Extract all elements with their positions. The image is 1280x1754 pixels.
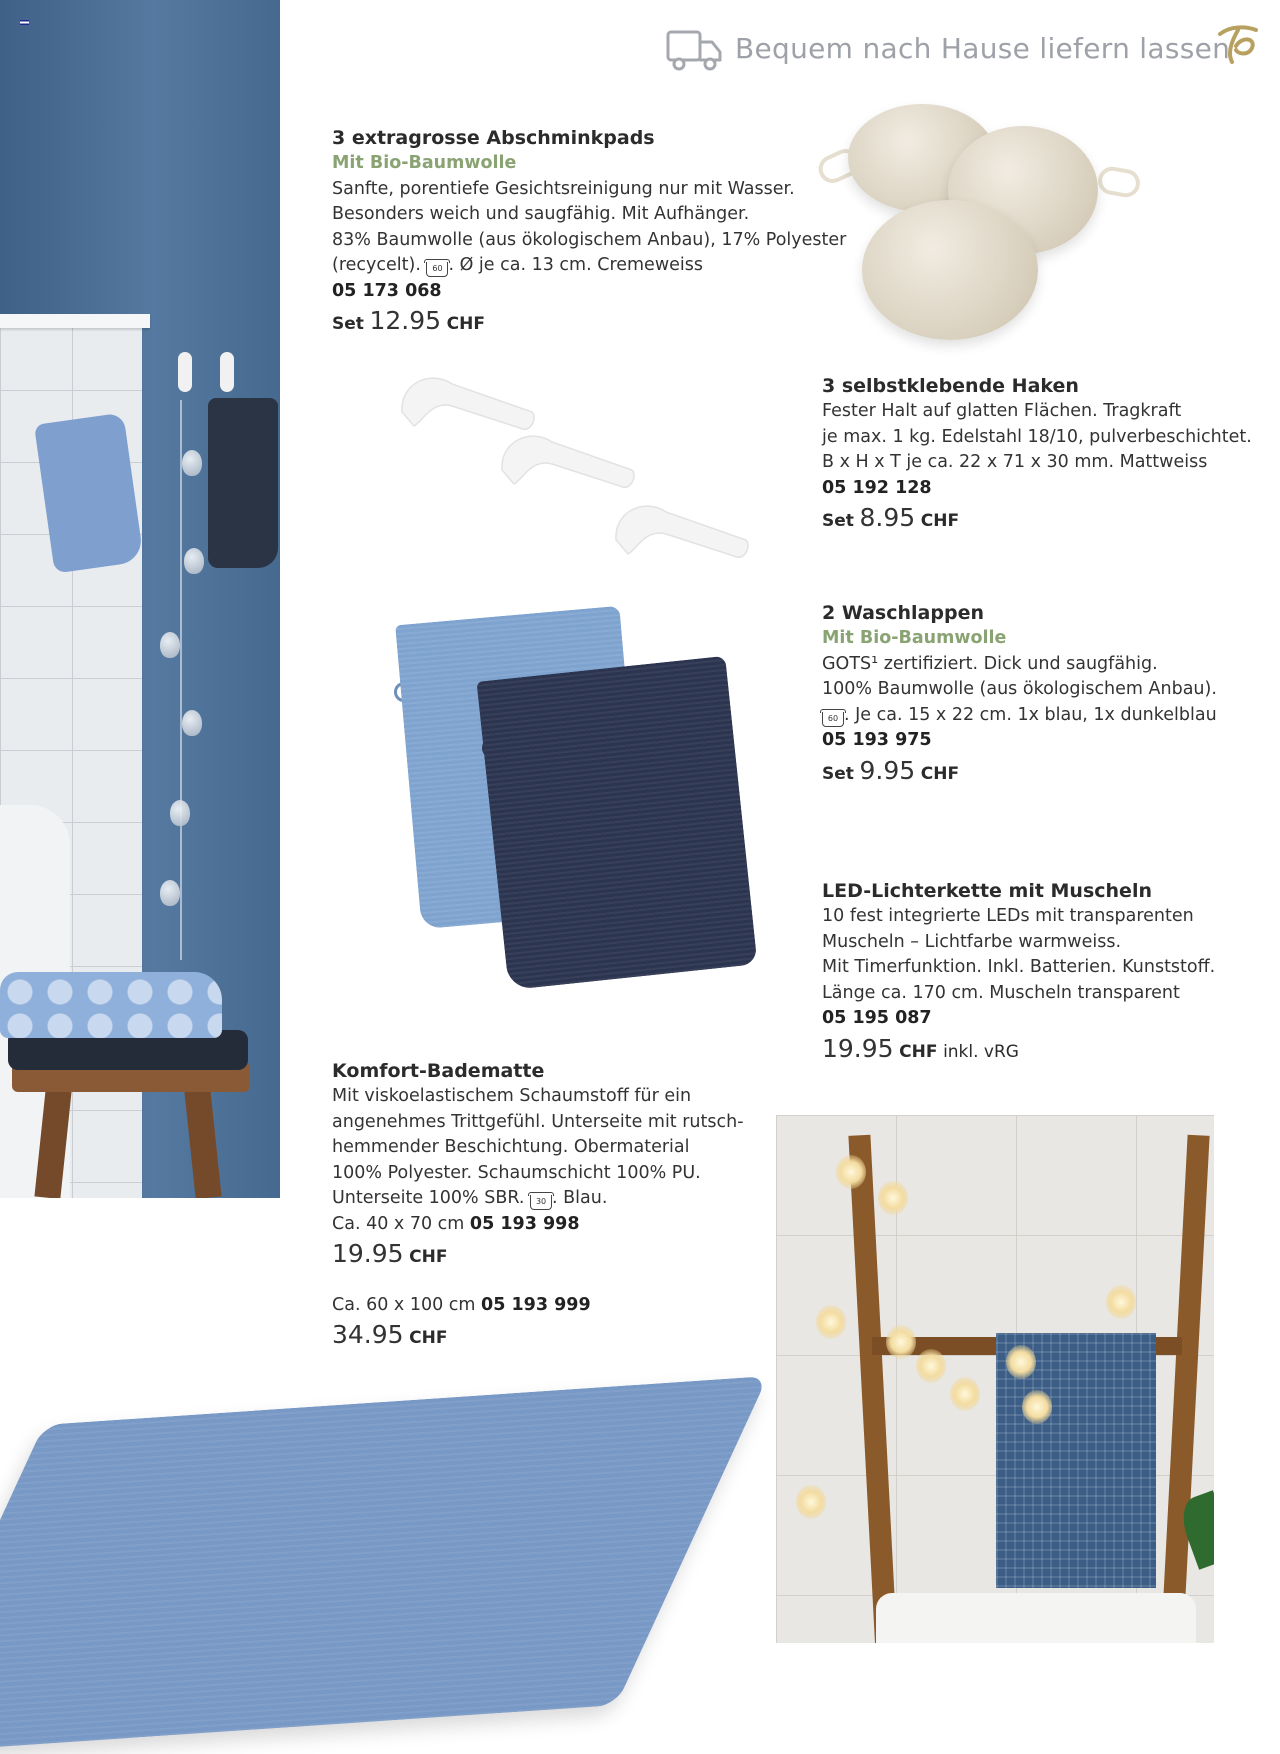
description-line: je max. 1 kg. Edelstahl 18/10, pulverbeschichtet. [822,426,1252,447]
description-text: (recycelt). [332,255,421,275]
size-label: Ca. 40 x 70 cm [332,1213,465,1234]
shell-light-icon [916,1349,946,1383]
wall-hook [178,352,192,392]
price-value: 8.95 [859,503,916,532]
price-row [332,308,846,338]
description-line [332,1186,744,1212]
currency: CHF [899,1041,938,1062]
tile-rail [0,314,150,328]
shell-light-icon [836,1155,866,1189]
wash-symbol-icon: 60 [426,262,448,277]
description-line: 10 fest integrierte LEDs mit transparenten [822,906,1194,926]
dark-blue-washcloth [476,656,757,990]
shell-light-chain [180,400,182,960]
shell-icon [160,880,180,906]
adhesive-hook [606,490,756,570]
wash-symbol-icon: 30 [530,1195,552,1210]
description-line: Mit viskoelastischem Schaumstoff für ein [332,1086,692,1106]
shell-icon [182,710,202,736]
blue-bath-mat [0,1376,768,1754]
product-subtitle: Mit Bio-Baumwolle [822,628,1007,648]
product-washcloths [822,600,1217,787]
shell-light-icon [950,1377,980,1411]
shell-light-icon [1022,1390,1052,1424]
product-description [332,177,846,279]
currency: CHF [446,314,485,334]
price-row [822,505,1252,535]
description-line: Muscheln – Lichtfarbe warmweiss. [822,931,1122,952]
wall-hook [220,352,234,392]
price-value: 19.95 [822,1033,894,1063]
price-prefix: Set [332,314,364,334]
product-title: Komfort-Badematte [332,1060,545,1082]
white-towel [876,1593,1196,1643]
description-line: Länge ca. 170 cm. Muscheln transparent [822,982,1180,1003]
truck-icon [666,28,722,72]
product-led-chain [822,878,1215,1065]
price-row [332,1241,744,1271]
shell-icon [170,800,190,826]
price-value: 19.95 [332,1239,404,1268]
product-title: 3 selbstklebende Haken [822,375,1079,397]
description-line: 83% Baumwolle (aus ökologischem Anbau), 17% Polyester [332,229,847,250]
adhesive-hook [492,420,642,500]
price-value: 12.95 [369,306,442,335]
price-note: inkl. vRG [943,1041,1019,1062]
description-line: Mit Timerfunktion. Inkl. Batterien. Kunststoff. [822,957,1216,977]
product-description [332,1084,744,1237]
product-description [822,904,1215,1006]
flag-icon [20,20,29,25]
size-label: Ca. 60 x 100 cm [332,1294,476,1315]
currency: CHF [920,511,960,531]
product-title: 2 Waschlappen [822,602,984,624]
article-number: 05 193 998 [469,1213,580,1234]
shell-light-icon [1006,1345,1036,1379]
makeup-pad [862,200,1038,340]
currency: CHF [409,1328,448,1348]
price-value: 9.95 [859,755,916,785]
product-title: LED-Lichterkette mit Muscheln [822,880,1152,902]
ladder-photo [776,1115,1214,1643]
size-line [332,1293,744,1319]
folded-blue-towel [0,972,222,1038]
description-line: GOTS¹ zertifiziert. Dick und saugfähig. [822,653,1158,674]
price-value: 34.95 [332,1320,404,1349]
description-text: Unterseite 100% SBR. [332,1188,525,1208]
product-bath-mat [332,1058,744,1352]
wash-symbol-icon: 60 [822,712,844,727]
shell-light-icon [796,1485,826,1519]
article-number: 05 193 975 [822,730,932,750]
shell-light-icon [816,1305,846,1339]
shell-icon [160,632,180,658]
description-text: . Blau. [552,1188,608,1208]
description-line: hemmender Beschichtung. Obermaterial [332,1137,690,1157]
shell-light-icon [886,1325,916,1359]
description-line: 100% Baumwolle (aus ökologischem Anbau). [822,679,1217,699]
brand-logo [1212,20,1260,68]
description-line: Sanfte, porentiefe Gesichtsreinigung nur mit Wasser. [332,178,795,199]
description-line: 100% Polyester. Schaumschicht 100% PU. [332,1162,701,1183]
price-row [822,755,1217,788]
hanging-dark-washcloth [208,398,278,568]
bathroom-photo [0,0,280,1198]
shell-light-icon [878,1181,908,1215]
product-description [822,652,1217,729]
price-prefix: Set [822,763,854,784]
pad-hanging-loop [1096,165,1142,200]
description-line: Fester Halt auf glatten Flächen. Tragkraft [822,401,1182,421]
article-number: 05 173 068 [332,280,442,301]
price-row [332,1322,744,1352]
article-number: 05 193 999 [481,1294,591,1315]
price-prefix: Set [822,511,854,531]
product-description [822,399,1252,476]
product-makeup-pads [332,125,846,338]
article-number: 05 192 128 [822,477,932,498]
description-text: . Ø je ca. 13 cm. Cremeweiss [448,255,704,275]
description-line: angenehmes Trittgefühl. Unterseite mit rutsch- [332,1111,744,1132]
product-title: 3 extragrosse Abschminkpads [332,127,655,149]
currency: CHF [920,763,960,784]
product-subtitle: Mit Bio-Baumwolle [332,153,517,173]
price-row [822,1033,1215,1066]
shell-icon [182,450,202,476]
description-line [822,703,1217,729]
description-line: Besonders weich und saugfähig. Mit Aufhänger. [332,204,750,224]
shell-light-icon [1106,1285,1136,1319]
article-number: 05 195 087 [822,1008,932,1028]
delivery-tagline: Bequem nach Hause liefern lassen [735,32,1231,65]
size-line [332,1212,744,1238]
description-line: B x H x T je ca. 22 x 71 x 30 mm. Mattweiss [822,452,1208,472]
description-line [332,253,846,279]
currency: CHF [409,1247,448,1267]
shell-icon [184,548,204,574]
product-hooks [822,373,1252,535]
description-text: . Je ca. 15 x 22 cm. 1x blau, 1x dunkelblau [844,704,1217,725]
